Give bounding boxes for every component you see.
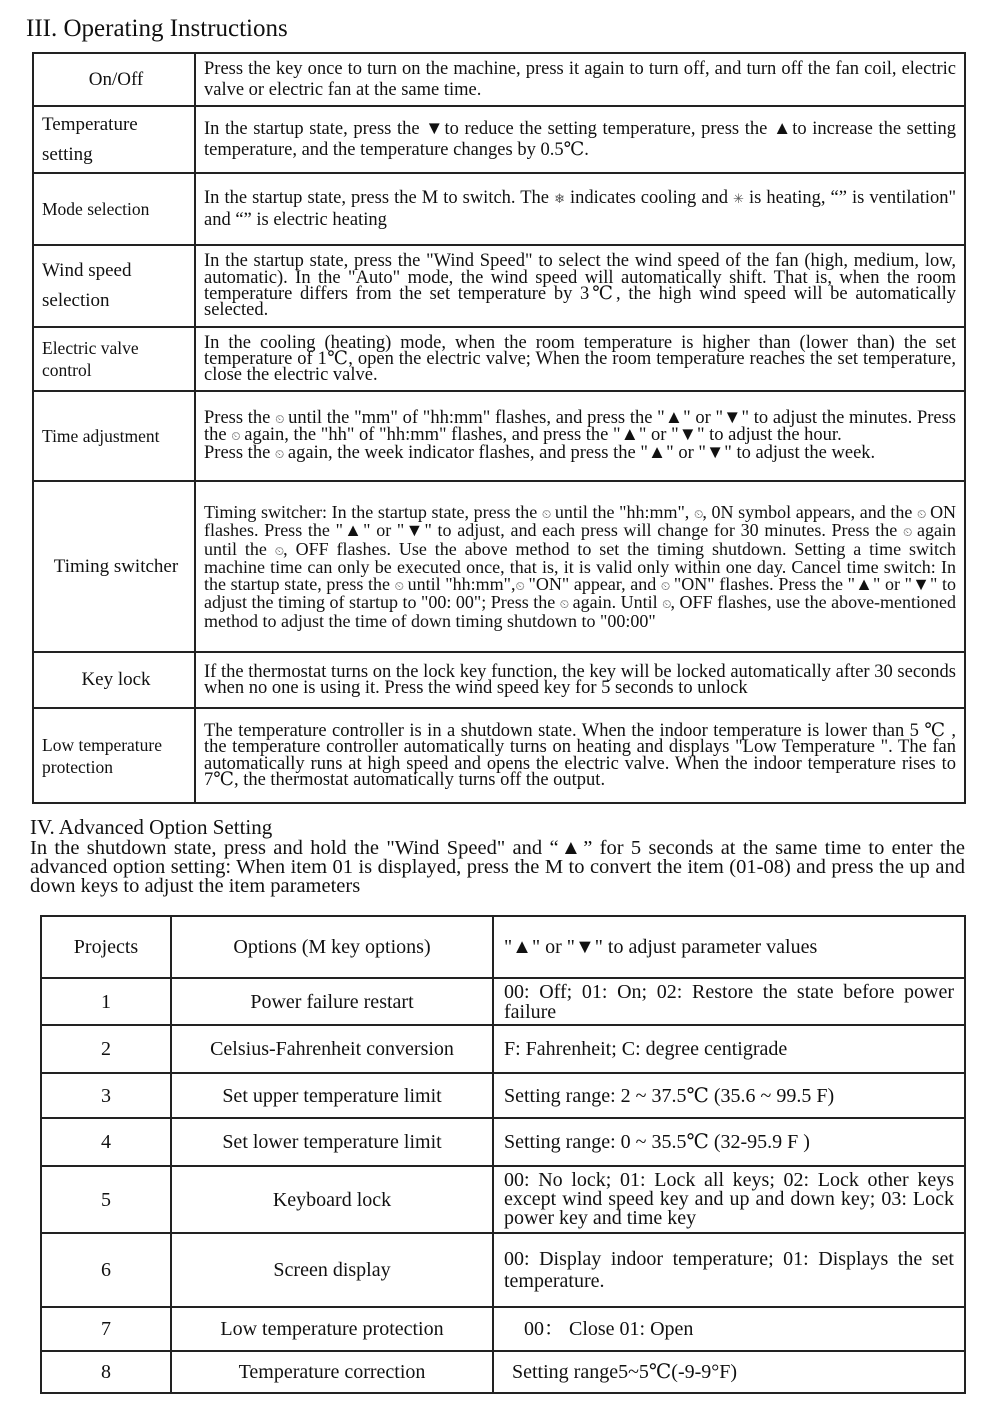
clock-icon: ⏲ (274, 543, 284, 558)
option-name: Low temperature protection (171, 1307, 493, 1351)
text-span: again, the week indicator flashes, and press the "▲" or "▼" to adjust the week. (287, 442, 876, 463)
row-key: Mode selection (33, 173, 195, 245)
row-text (195, 481, 965, 652)
mode-text-a: In the startup state, press the M to switch. The (204, 187, 550, 208)
table-row (33, 391, 965, 481)
advanced-options-table (40, 915, 966, 1394)
row-text: In the startup state, press the "Wind Speed" to select the wind speed of the fan (high, medium, low, automatic). In the "Auto" mode, the wind speed will automatically shift. That is, when the room temperature differs from the set temperature by 3℃, the high wind speed will be automatically selected. (195, 245, 965, 327)
option-value: Setting range: 0 ~ 35.5℃ (32-95.9 F ) (493, 1118, 965, 1166)
time-paragraph-2 (204, 442, 956, 463)
advanced-intro: In the shutdown state, press and hold the "Wind Speed" and “▲” for 5 seconds at the same time to enter the advanced option setting: When item 01 is displayed, press the M to convert the item (01-08) and press the up and down keys to adjust the item parameters (30, 837, 965, 897)
text-span: again. Until (572, 592, 658, 613)
text-span: again, the "hh" of "hh:mm" flashes, and press the "▲" or "▼" to adjust the hour. (244, 425, 842, 446)
sun-icon: ✳ (733, 191, 744, 207)
row-text: Press the key once to turn on the machine, press it again to turn off, and turn off the fan coil, electric valve or electric fan at the same time. (195, 53, 965, 106)
table-row (41, 1233, 965, 1307)
text-span: Press the (204, 442, 271, 463)
text-span: , OFF flashes. Use the above method to set the timing shutdown. Setting a time switch machine time can only be executed once, that is, it is valid only within one day. Cancel time switch: In the startup state, press the (204, 538, 957, 594)
table-row (41, 1166, 965, 1233)
table-row (33, 652, 965, 708)
row-text: In the startup state, press the ▼to reduce the setting temperature, press the ▲to increase the setting temperature, and the temperature changes by 0.5℃. (195, 106, 965, 173)
table-row (33, 245, 965, 327)
project-number: 5 (41, 1166, 171, 1233)
clock-icon: ⏲ (231, 429, 240, 444)
operating-instructions-table (32, 52, 966, 804)
table-row (41, 1307, 965, 1351)
table-row (33, 327, 965, 391)
row-text: In the cooling (heating) mode, when the room temperature is higher than (lower than) the set temperature of 1℃, open the electric valve; When the room temperature reaches the set temperature, close the electric valve. (195, 327, 965, 391)
row-key: Timing switcher (33, 481, 195, 652)
project-number: 1 (41, 978, 171, 1025)
option-value: 00： Close 01: Open (493, 1307, 965, 1351)
time-paragraph-1 (204, 410, 956, 445)
clock-icon: ⏲ (559, 597, 569, 612)
project-number: 6 (41, 1233, 171, 1307)
clock-icon: ⏲ (662, 597, 671, 612)
text-span: "ON" flashes. Press the "▲" or "▼" to adjust the timing of startup to "00: 00"; Press the (204, 573, 957, 613)
option-name: Keyboard lock (171, 1166, 493, 1233)
table-header-row (41, 916, 965, 978)
header-options: Options (M key options) (171, 916, 493, 978)
clock-icon: ⏲ (693, 506, 703, 521)
option-name: Power failure restart (171, 978, 493, 1025)
header-values: "▲" or "▼" to adjust parameter values (493, 916, 965, 978)
text-span: , 0N symbol appears, and the (702, 501, 913, 522)
row-key: Electric valve control (33, 327, 195, 391)
project-number: 4 (41, 1118, 171, 1166)
option-name: Celsius-Fahrenheit conversion (171, 1025, 493, 1073)
table-row (41, 1118, 965, 1166)
project-number: 7 (41, 1307, 171, 1351)
option-value: Setting range: 2 ~ 37.5℃ (35.6 ~ 99.5 F) (493, 1073, 965, 1118)
table-row (33, 173, 965, 245)
mode-text-c: is heating, “” is ventilation" and “” is electric heating (204, 187, 957, 230)
table-row (33, 481, 965, 652)
table-row (41, 1351, 965, 1393)
table-row (33, 53, 965, 106)
option-name: Screen display (171, 1233, 493, 1307)
option-value: 00: No lock; 01: Lock all keys; 02: Lock other keys except wind speed key and up and down key; 03: Lock power key and time key (493, 1166, 965, 1233)
row-key: Wind speed selection (33, 245, 195, 327)
row-key: On/Off (33, 53, 195, 106)
project-number: 8 (41, 1351, 171, 1393)
option-value: Setting range5~5℃(-9-9°F) (493, 1351, 965, 1393)
clock-icon: ⏲ (275, 412, 284, 427)
row-key: Key lock (33, 652, 195, 708)
header-projects: Projects (41, 916, 171, 978)
text-span: until "hh:mm", (407, 573, 516, 594)
clock-icon: ⏲ (394, 578, 404, 593)
row-key: Time adjustment (33, 391, 195, 481)
table-row (41, 1025, 965, 1073)
row-text: The temperature controller is in a shutdown state. When the indoor temperature is lower than 5 ℃ , the temperature controller automatically turns on heating and displays "Low Temperature ". The fan automatically runs at high speed and opens the electric valve. When the indoor temperature rises to 7℃, the thermostat automatically turns off the output. (195, 708, 965, 803)
text-span: Timing switcher: In the startup state, press the (204, 501, 538, 522)
text-span: ON flashes. Press the "▲" or "▼" to adjust, and each press will change for 30 minutes. Press the (204, 501, 957, 541)
clock-icon: ⏲ (660, 578, 670, 593)
clock-icon: ⏲ (541, 506, 551, 521)
row-key: Low temperature protection (33, 708, 195, 803)
table-row (33, 708, 965, 803)
text-span: Press the (204, 408, 271, 429)
section-title-advanced: IV. Advanced Option Setting (30, 815, 273, 839)
table-row (33, 106, 965, 173)
text-span: until the "hh:mm", (554, 501, 690, 522)
text-span: again until the (204, 520, 957, 559)
clock-icon: ⏲ (902, 525, 912, 540)
row-text: If the thermostat turns on the lock key function, the key will be locked automatically after 30 seconds when no one is using it. Press the wind speed key for 5 seconds to unlock (195, 652, 965, 708)
section-title-operating: III. Operating Instructions (26, 15, 288, 42)
clock-icon: ⏲ (917, 506, 926, 521)
clock-icon: ⏲ (274, 446, 284, 461)
row-key: Temperature setting (33, 106, 195, 173)
option-name: Temperature correction (171, 1351, 493, 1393)
snowflake-icon: ❄ (554, 191, 565, 207)
option-value: F: Fahrenheit; C: degree centigrade (493, 1025, 965, 1073)
table-row (41, 978, 965, 1025)
row-text (195, 391, 965, 481)
mode-text-b: indicates cooling and (570, 187, 729, 208)
project-number: 2 (41, 1025, 171, 1073)
option-name: Set upper temperature limit (171, 1073, 493, 1118)
option-value: 00: Display indoor temperature; 01: Displays the set temperature. (493, 1233, 965, 1307)
option-name: Set lower temperature limit (171, 1118, 493, 1166)
text-span: "ON" appear, and (528, 573, 657, 594)
clock-icon: ⏲ (515, 578, 524, 593)
text-span: , OFF flashes, use the above-mentioned method to adjust the time of down timing shutdown to "00:00" (204, 592, 957, 631)
table-row (41, 1073, 965, 1118)
text-span: until the "mm" of "hh:mm" flashes, and press the "▲" or "▼" to adjust the minutes. Press the (204, 408, 957, 446)
row-text (195, 173, 965, 245)
project-number: 3 (41, 1073, 171, 1118)
option-value: 00: Off; 01: On; 02: Restore the state before power failure (493, 978, 965, 1025)
